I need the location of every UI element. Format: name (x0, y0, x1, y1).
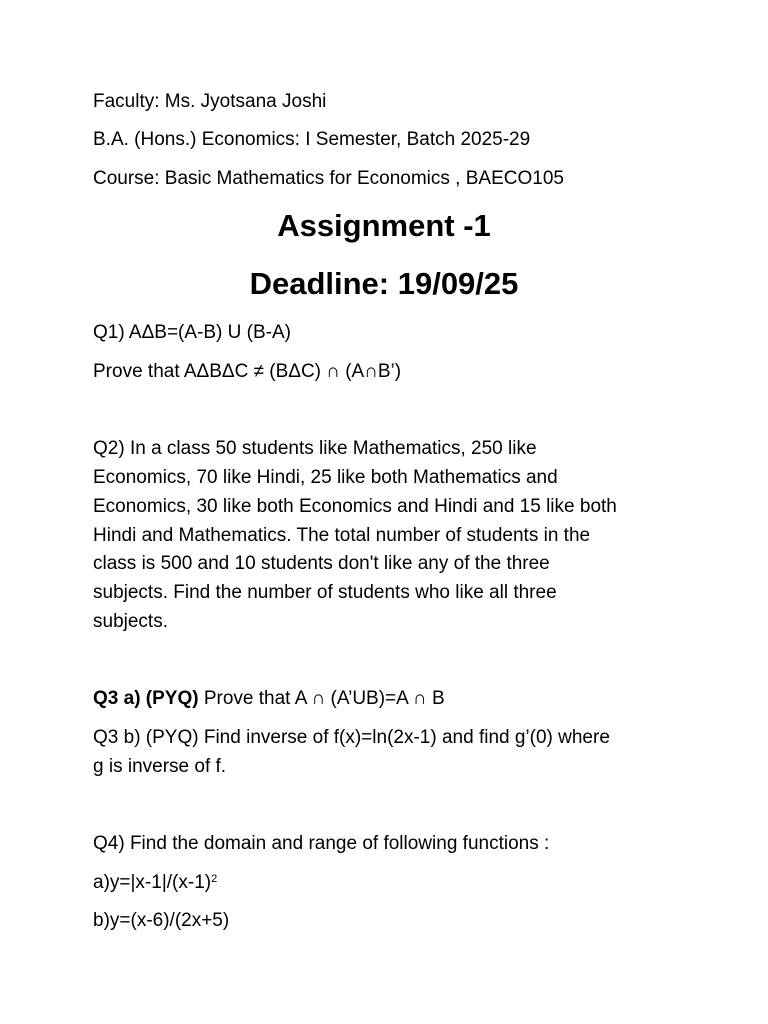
q2-line-2: Economics, 70 like Hindi, 25 like both Mathematics and (93, 467, 558, 488)
q3b-line-1: Q3 b) (PYQ) Find inverse of f(x)=ln(2x-1) and find g’(0) where (93, 727, 610, 748)
q2-line-1: Q2) In a class 50 students like Mathematics, 250 like (93, 438, 537, 459)
q3a-text: Prove that A ∩ (A’UB)=A ∩ B (198, 688, 445, 709)
q3a-label: Q3 a) (PYQ) (93, 688, 199, 709)
faculty-line: Faculty: Ms. Jyotsana Joshi (93, 91, 327, 112)
q4-part-a (93, 868, 217, 897)
course-line: Course: Basic Mathematics for Economics , BAECO105 (93, 168, 564, 189)
q2-line-6: subjects. Find the number of students who like all three (93, 582, 557, 603)
deadline-title: Deadline: 19/09/25 (249, 266, 519, 301)
q1-statement: Q1) AΔB=(A-B) U (B-A) (93, 322, 291, 343)
q4-statement: Q4) Find the domain and range of following functions : (93, 833, 550, 854)
q2-line-5: class is 500 and 10 students don't like any of the three (93, 553, 550, 574)
q4-part-a-text: a)y=|x-1|/(x-1) (93, 872, 212, 893)
q3a-line (93, 684, 445, 713)
q1-prove: Prove that AΔBΔC ≠ (BΔC) ∩ (A∩B’) (93, 361, 402, 382)
q2-line-3: Economics, 30 like both Economics and Hindi and 15 like both (93, 496, 617, 517)
q2-line-7: subjects. (93, 611, 168, 632)
q4-part-b: b)y=(x-6)/(2x+5) (93, 910, 230, 931)
q2-line-4: Hindi and Mathematics. The total number of students in the (93, 525, 591, 546)
program-line: B.A. (Hons.) Economics: I Semester, Batch 2025-29 (93, 129, 531, 150)
q3b-line-2: g is inverse of f. (93, 756, 227, 777)
q4-part-a-exponent: 2 (211, 873, 218, 885)
assignment-title: Assignment -1 (277, 208, 491, 243)
